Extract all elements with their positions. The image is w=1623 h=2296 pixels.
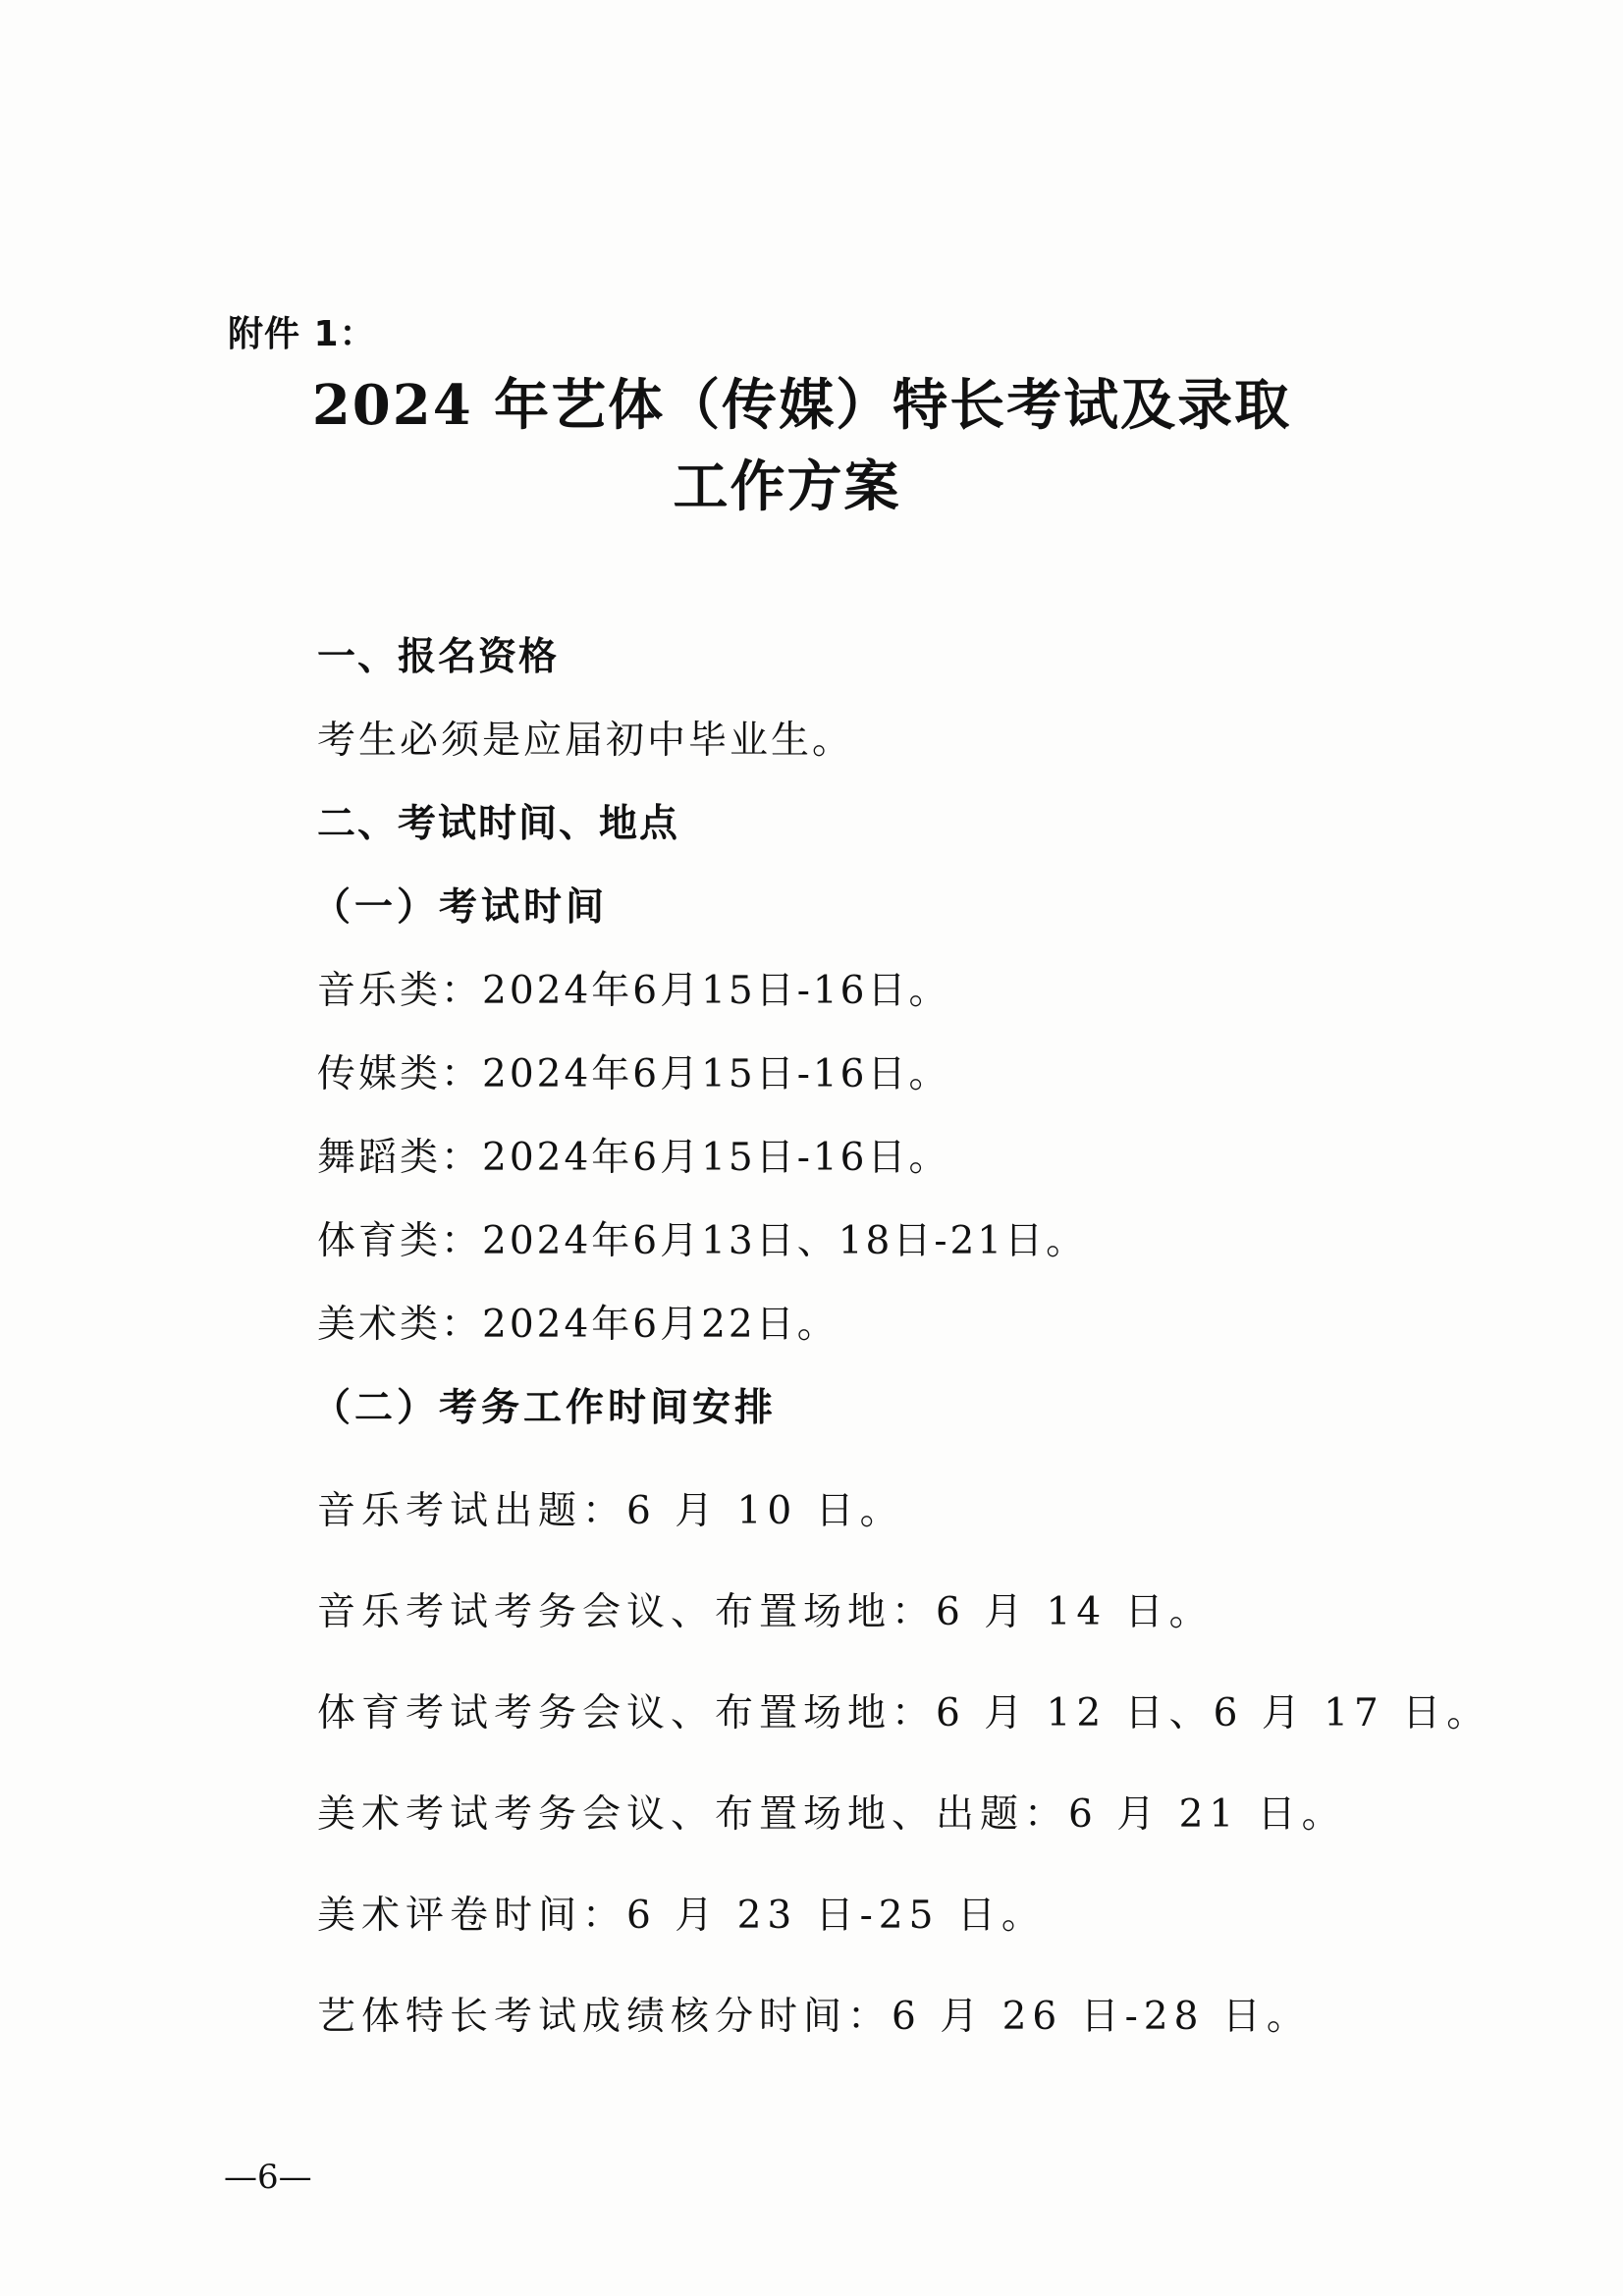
schedule-item: 艺体特长考试成绩核分时间：6 月 26 日-28 日。 [317, 1995, 1311, 2039]
subsection-heading-schedule: （二）考务工作时间安排 [312, 1386, 778, 1430]
section-heading-eligibility: 一、报名资格 [317, 635, 560, 679]
page-number: —6— [224, 2158, 312, 2197]
exam-time-item: 体育类：2024年6月13日、18日-21日。 [317, 1219, 1088, 1263]
exam-time-item: 舞蹈类：2024年6月15日-16日。 [317, 1136, 950, 1180]
attachment-label: 附件 1： [228, 314, 376, 354]
schedule-item: 美术考试考务会议、布置场地、出题：6 月 21 日。 [317, 1792, 1346, 1837]
section-heading-exam-time-place: 二、考试时间、地点 [317, 802, 680, 846]
eligibility-text: 考生必须是应届初中毕业生。 [317, 719, 854, 763]
document-title-line-2: 工作方案 [673, 454, 901, 519]
schedule-item: 美术评卷时间：6 月 23 日-25 日。 [317, 1894, 1046, 1938]
exam-time-item: 传媒类：2024年6月15日-16日。 [317, 1052, 950, 1096]
subsection-heading-exam-time: （一）考试时间 [312, 885, 609, 930]
schedule-item: 音乐考试出题：6 月 10 日。 [317, 1489, 904, 1533]
exam-time-item: 音乐类：2024年6月15日-16日。 [317, 969, 950, 1013]
schedule-item: 体育考试考务会议、布置场地：6 月 12 日、6 月 17 日。 [317, 1691, 1491, 1735]
exam-time-item: 美术类：2024年6月22日。 [317, 1303, 839, 1347]
schedule-item: 音乐考试考务会议、布置场地：6 月 14 日。 [317, 1590, 1214, 1634]
document-title-line-1: 2024 年艺体（传媒）特长考试及录取 [311, 373, 1292, 438]
